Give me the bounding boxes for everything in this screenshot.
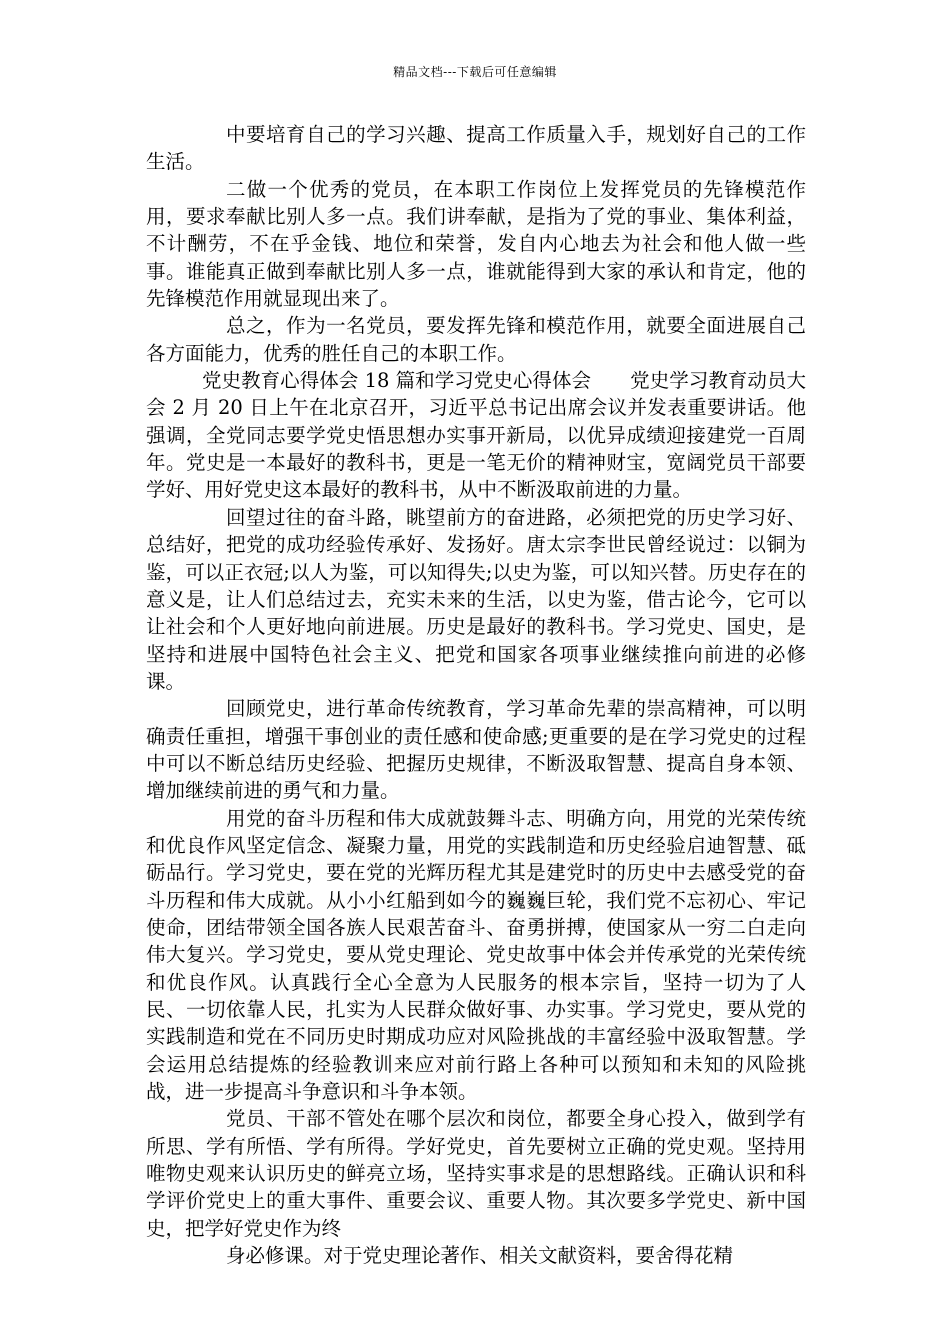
document-body bbox=[146, 121, 806, 1269]
paragraph: 总之，作为一名党员，要发挥先锋和模范作用，就要全面进展自己各方面能力，优秀的胜任自己的本职工作。 bbox=[146, 314, 806, 365]
paragraph: 回顾党史，进行革命传统教育，学习革命先辈的崇高精神，可以明确责任重担，增强干事创业的责任感和使命感;更重要的是在学习党史的过程中可以不断总结历史经验、把握历史规律，不断汲取智慧、提高自身本领、增加继续前进的勇气和力量。 bbox=[146, 697, 806, 803]
paragraph: 中要培育自己的学习兴趣、提高工作质量入手，规划好自己的工作生活。 bbox=[146, 123, 806, 174]
article-heading-paragraph: 党史教育心得体会 18 篇和学习党史心得体会 党史学习教育动员大会 2 月 20 日上午在北京召开，习近平总书记出席会议并发表重要讲话。他强调，全党同志要学党史悟思想办实事开新局，以优异成绩迎接建党一百周年。党史是一本最好的教科书，更是一笔无价的精神财宝，宽阔党员干部要学好、用好党史这本最好的教科书，从中不断汲取前进的力量。 bbox=[146, 369, 806, 502]
paragraph: 身必修课。对于党史理论著作、相关文献资料，要舍得花精 bbox=[226, 1244, 734, 1268]
paragraph: 用党的奋斗历程和伟大成就鼓舞斗志、明确方向，用党的光荣传统和优良作风坚定信念、凝聚力量，用党的实践制造和历史经验启迪智慧、砥砺品行。学习党史，要在党的光辉历程尤其是建党时的历史中去感受党的奋斗历程和伟大成就。从小小红船到如今的巍巍巨轮，我们党不忘初心、牢记使命，团结带领全国各族人民艰苦奋斗、奋勇拼搏，使国家从一穷二白走向伟大复兴。学习党史，要从党史理论、党史故事中体会并传承党的光荣传统和优良作风。认真践行全心全意为人民服务的根本宗旨，坚持一切为了人民、一切依靠人民，扎实为人民群众做好事、办实事。学习党史，要从党的实践制造和党在不同历史时期成功应对风险挑战的丰富经验中汲取智慧。学会运用总结提炼的经验教训来应对前行路上各种可以预知和未知的风险挑战，进一步提高斗争意识和斗争本领。 bbox=[146, 806, 806, 1104]
paragraph: 二做一个优秀的党员，在本职工作岗位上发挥党员的先锋模范作用，要求奉献比别人多一点。我们讲奉献，是指为了党的事业、集体利益，不计酬劳，不在乎金钱、地位和荣誉，发自内心地去为社会和他人做一些事。谁能真正做到奉献比别人多一点，谁就能得到大家的承认和肯定，他的先锋模范作用就显现出来了。 bbox=[146, 177, 806, 311]
paragraph: 党员、干部不管处在哪个层次和岗位，都要全身心投入，做到学有所思、学有所悟、学有所得。学好党史，首先要树立正确的党史观。坚持用唯物史观来认识历史的鲜亮立场，坚持实事求是的思想路线。正确认识和科学评价党史上的重大事件、重要会议、重要人物。其次要多学党史、新中国史，把学好党史作为终 bbox=[146, 1107, 806, 1240]
paragraph: 回望过往的奋斗路，眺望前方的奋进路，必须把党的历史学习好、总结好，把党的成功经验传承好、发扬好。唐太宗李世民曾经说过：以铜为鉴，可以正衣冠;以人为鉴，可以知得失;以史为鉴，可以知兴替。历史存在的意义是，让人们总结过去，充实未来的生活，以史为鉴，借古论今，它可以让社会和个人更好地向前进展。历史是最好的教科书。学习党史、国史，是坚持和进展中国特色社会主义、把党和国家各项事业继续推向前进的必修课。 bbox=[146, 505, 806, 693]
page-header: 精品文档---下载后可任意编辑 bbox=[393, 65, 557, 79]
